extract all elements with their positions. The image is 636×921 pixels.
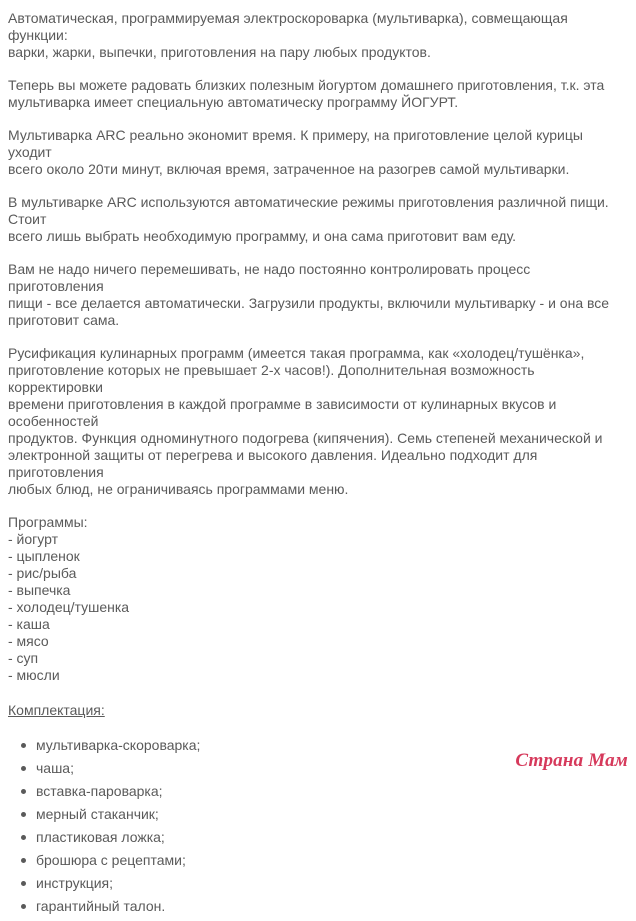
kit-title: Комплектация: (8, 702, 105, 718)
bullet-icon (21, 766, 26, 771)
programs-section (8, 514, 628, 684)
bullet-icon (21, 743, 26, 748)
programs-title: Программы: (8, 514, 88, 530)
paragraph-no-stirring: Вам не надо ничего перемешивать, не надо постоянно контролировать процесс приготовления пищи - все делается автоматически. Загрузили продукты, включили мультиварку - и она все приготовит сама. (8, 261, 610, 328)
program-item: - мясо (8, 633, 49, 649)
program-item: - цыпленок (8, 548, 80, 564)
article-body (8, 10, 628, 921)
kit-item-label: чаша; (36, 760, 74, 776)
kit-item (36, 783, 628, 800)
bullet-icon (21, 789, 26, 794)
program-item: - мюсли (8, 667, 60, 683)
paragraph-features: Русификация кулинарных программ (имеется такая программа, как «холодец/тушёнка», приготовление которых не превышает 2-х часов!). Дополнительная возможность корректировки времени приготовления в каждой программе в зависимости от кулинарных вкусов и особенностей продуктов. Функция одноминутного подогрева (кипячения). Семь степеней механической и электронной защиты от перегрева и высокого давления. Идеально подходит для приготовления любых блюд, не ограничиваясь программами меню. (8, 345, 603, 497)
site-watermark: Страна Мам (515, 750, 628, 771)
bullet-icon (21, 835, 26, 840)
bullet-icon (21, 881, 26, 886)
kit-item (36, 829, 628, 846)
program-item: - йогурт (8, 531, 58, 547)
paragraph-time-saving: Мультиварка ARC реально экономит время. К примеру, на приготовление целой курицы уходит всего около 20ти минут, включая время, затраченное на разогрев самой мультиварки. (8, 127, 583, 177)
kit-item (36, 852, 628, 869)
kit-item (36, 875, 628, 892)
kit-section (8, 700, 628, 915)
paragraph-intro: Автоматическая, программируемая электроскороварка (мультиварка), совмещающая функции: варки, жарки, выпечки, приготовления на пару любых продуктов. (8, 10, 568, 60)
kit-item (36, 806, 628, 823)
paragraph-yogurt: Теперь вы можете радовать близких полезным йогуртом домашнего приготовления, т.к. эта мультиварка имеет специальную автоматическу программу ЙОГУРТ. (8, 77, 605, 110)
bullet-icon (21, 904, 26, 909)
bullet-icon (21, 858, 26, 863)
programs-list (8, 531, 628, 684)
program-item: - выпечка (8, 582, 71, 598)
paragraph-auto-modes: В мультиварке ARC используются автоматические режимы приготовления различной пищи. Стоит всего лишь выбрать необходимую программу, и она сама приготовит вам еду. (8, 194, 609, 244)
program-item: - каша (8, 616, 50, 632)
program-item: - рис/рыба (8, 565, 77, 581)
kit-item-label: пластиковая ложка; (36, 829, 165, 845)
kit-item-label: мультиварка-скороварка; (36, 737, 201, 753)
kit-item-label: вставка-пароварка; (36, 783, 163, 799)
kit-item-label: брошюра с рецептами; (36, 852, 186, 868)
kit-item-label: инструкция; (36, 875, 114, 891)
program-item: - холодец/тушенка (8, 599, 130, 615)
kit-item-label: мерный стаканчик; (36, 806, 159, 822)
program-item: - суп (8, 650, 39, 666)
bullet-icon (21, 812, 26, 817)
kit-item (36, 898, 628, 915)
kit-item-label: гарантийный талон. (36, 898, 166, 914)
